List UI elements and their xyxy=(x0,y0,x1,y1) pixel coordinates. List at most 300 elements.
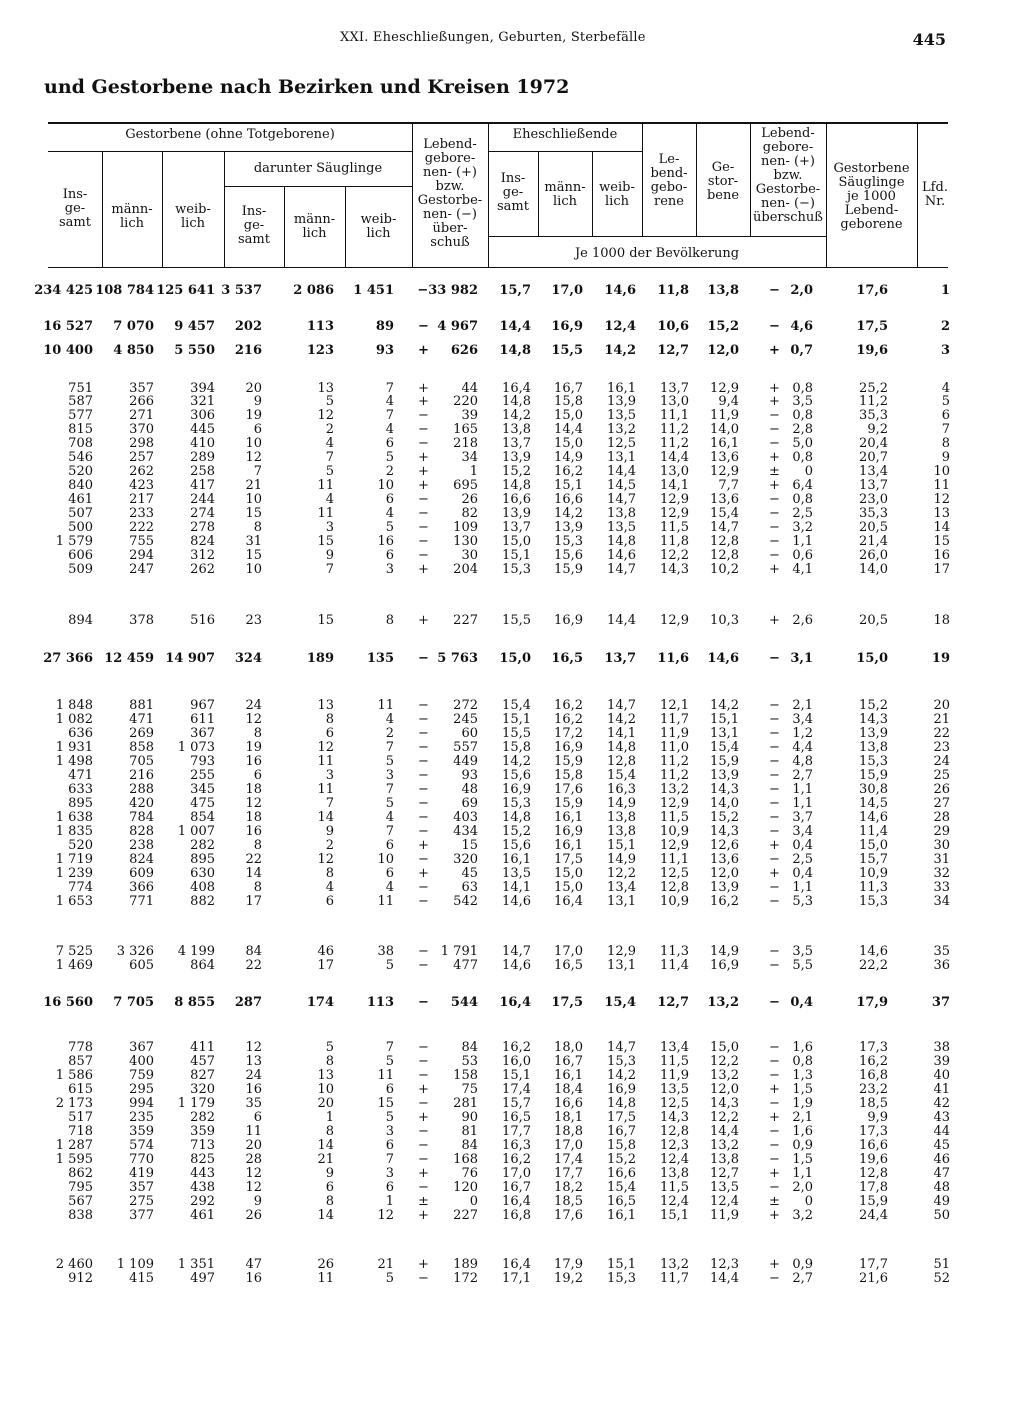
table-cell: 778 xyxy=(68,1040,93,1055)
table-cell: 1 109 xyxy=(116,1257,154,1272)
table-cell: 557 xyxy=(453,740,478,755)
table-cell: 2,7 xyxy=(792,768,813,783)
table-cell: 0,8 xyxy=(792,408,813,423)
sign-cell: + xyxy=(418,1110,429,1125)
table-cell: 14,1 xyxy=(607,726,636,741)
table-cell: 15,1 xyxy=(502,712,531,727)
table-cell: 12,4 xyxy=(604,319,636,334)
table-cell: 6 xyxy=(253,768,262,783)
table-cell: 15,3 xyxy=(607,1054,636,1069)
table-cell: 4 199 xyxy=(177,944,215,959)
table-cell: 2,0 xyxy=(792,1180,813,1195)
row-number-cell: 44 xyxy=(933,1124,950,1139)
table-cell: 16,1 xyxy=(554,1068,583,1083)
table-cell: 13,1 xyxy=(710,726,739,741)
row-number-cell: 25 xyxy=(933,768,950,783)
table-cell: 471 xyxy=(68,768,93,783)
table-cell: 233 xyxy=(129,506,154,521)
table-cell: 15,3 xyxy=(859,754,888,769)
table-cell: 21 xyxy=(245,478,262,493)
table-cell: 1 498 xyxy=(55,754,93,769)
row-number-cell: 12 xyxy=(933,492,950,507)
table-cell: 12,1 xyxy=(660,698,689,713)
table-cell: 16,2 xyxy=(502,1040,531,1055)
table-cell: 5 xyxy=(385,1271,394,1286)
table-cell: 13,2 xyxy=(710,1068,739,1083)
table-cell: 15 xyxy=(245,548,262,563)
table-cell: 20,5 xyxy=(859,520,888,535)
sign-cell: − xyxy=(769,726,780,741)
table-cell: 520 xyxy=(68,464,93,479)
table-cell: 1 848 xyxy=(55,698,93,713)
table-cell: 11,5 xyxy=(660,520,689,535)
table-cell: 16,7 xyxy=(554,1054,583,1069)
table-cell: 5,3 xyxy=(792,894,813,909)
sign-cell: − xyxy=(769,852,780,867)
table-cell: 16 560 xyxy=(43,995,93,1010)
table-cell: 16,4 xyxy=(499,995,531,1010)
table-cell: 17,7 xyxy=(554,1166,583,1181)
table-cell: 14,7 xyxy=(607,1040,636,1055)
table-cell: 16,1 xyxy=(607,1208,636,1223)
table-cell: 84 xyxy=(245,944,262,959)
table-cell: 17,0 xyxy=(551,283,583,298)
sign-cell: − xyxy=(769,1271,780,1286)
sign-cell: + xyxy=(769,562,780,577)
sign-cell: − xyxy=(418,534,429,549)
table-cell: 14,3 xyxy=(660,1110,689,1125)
table-cell: 14,6 xyxy=(859,810,888,825)
row-number-cell: 37 xyxy=(931,995,950,1010)
table-cell: 20,7 xyxy=(859,450,888,465)
table-cell: 1 586 xyxy=(55,1068,93,1083)
table-cell: 269 xyxy=(129,726,154,741)
table-cell: 135 xyxy=(366,651,394,666)
table-cell: 15,2 xyxy=(859,698,888,713)
table-cell: 5 xyxy=(385,450,394,465)
table-cell: 15,0 xyxy=(554,880,583,895)
sign-cell: − xyxy=(418,1040,429,1055)
table-cell: 606 xyxy=(68,548,93,563)
table-cell: 10 400 xyxy=(43,343,93,358)
table-cell: 11,2 xyxy=(660,754,689,769)
table-cell: 11,4 xyxy=(660,958,689,973)
table-cell: 255 xyxy=(190,768,215,783)
table-cell: 324 xyxy=(234,651,262,666)
table-cell: 11,9 xyxy=(660,1068,689,1083)
table-cell: 16,9 xyxy=(551,319,583,334)
sign-cell: − xyxy=(769,1124,780,1139)
table-cell: 14,9 xyxy=(710,944,739,959)
table-cell: 4 xyxy=(385,810,394,825)
table-cell: 20,4 xyxy=(859,436,888,451)
sign-cell: − xyxy=(769,995,780,1010)
table-cell: 16,6 xyxy=(554,492,583,507)
table-cell: 16 527 xyxy=(43,319,93,334)
table-cell: 615 xyxy=(68,1082,93,1097)
table-cell: 113 xyxy=(366,995,394,1010)
table-cell: 0 xyxy=(804,1194,813,1209)
sign-cell: − xyxy=(769,698,780,713)
table-cell: 245 xyxy=(453,712,478,727)
table-cell: 14,4 xyxy=(607,613,636,628)
table-cell: 13,8 xyxy=(710,1152,739,1167)
table-cell: 18,4 xyxy=(554,1082,583,1097)
table-cell: 11,5 xyxy=(660,810,689,825)
header-s-maennlich: männ- lich xyxy=(293,212,336,241)
table-cell: 123 xyxy=(306,343,334,358)
table-cell: 13,8 xyxy=(707,283,739,298)
table-cell: 8 xyxy=(325,866,334,881)
table-cell: 895 xyxy=(190,852,215,867)
table-cell: 257 xyxy=(129,450,154,465)
table-cell: 3,4 xyxy=(792,824,813,839)
table-cell: 15,8 xyxy=(502,740,531,755)
table-cell: 12 xyxy=(245,450,262,465)
table-cell: 475 xyxy=(190,796,215,811)
table-cell: 38 xyxy=(377,944,394,959)
table-cell: 274 xyxy=(190,506,215,521)
table-cell: 12,9 xyxy=(660,613,689,628)
sign-cell: − xyxy=(769,534,780,549)
table-cell: 12,8 xyxy=(660,880,689,895)
table-cell: 26 xyxy=(245,1208,262,1223)
table-cell: 15,1 xyxy=(607,838,636,853)
table-cell: 13,9 xyxy=(859,726,888,741)
table-cell: 5 xyxy=(385,958,394,973)
sign-cell: + xyxy=(418,1166,429,1181)
table-cell: 15,6 xyxy=(502,768,531,783)
table-cell: 7 xyxy=(385,824,394,839)
sign-cell: + xyxy=(769,381,780,396)
table-cell: 882 xyxy=(190,894,215,909)
table-cell: 15,8 xyxy=(607,1138,636,1153)
sign-cell: − xyxy=(769,1180,780,1195)
table-cell: 235 xyxy=(129,1110,154,1125)
row-number-cell: 23 xyxy=(933,740,950,755)
sign-cell: − xyxy=(769,436,780,451)
table-cell: 1,1 xyxy=(792,880,813,895)
table-cell: 15,2 xyxy=(607,1152,636,1167)
table-cell: 16,2 xyxy=(554,464,583,479)
row-number-cell: 14 xyxy=(933,520,950,535)
table-cell: 825 xyxy=(190,1152,215,1167)
table-cell: 11 xyxy=(245,1124,262,1139)
table-cell: 9,9 xyxy=(867,1110,888,1125)
table-cell: 244 xyxy=(190,492,215,507)
sign-cell: − xyxy=(769,740,780,755)
sign-cell: + xyxy=(769,866,780,881)
table-cell: 862 xyxy=(68,1166,93,1181)
sign-cell: − xyxy=(418,520,429,535)
table-cell: 1 469 xyxy=(55,958,93,973)
table-cell: 5 xyxy=(385,520,394,535)
sign-cell: − xyxy=(769,422,780,437)
table-cell: 14,6 xyxy=(502,894,531,909)
table-cell: 282 xyxy=(190,1110,215,1125)
header-e-maennlich: männ- lich xyxy=(544,180,586,209)
sign-cell: − xyxy=(418,1124,429,1139)
table-cell: 3 xyxy=(385,768,394,783)
table-cell: 400 xyxy=(129,1054,154,1069)
table-cell: 217 xyxy=(129,492,154,507)
table-cell: 13,8 xyxy=(502,422,531,437)
table-cell: 15,6 xyxy=(502,838,531,853)
table-cell: 26,0 xyxy=(859,548,888,563)
row-number-cell: 46 xyxy=(933,1152,950,1167)
table-cell: 15,3 xyxy=(859,894,888,909)
table-cell: 4 xyxy=(325,436,334,451)
table-cell: 4 xyxy=(325,492,334,507)
table-cell: 11,9 xyxy=(710,408,739,423)
table-cell: 1,6 xyxy=(792,1040,813,1055)
table-cell: 14,6 xyxy=(707,651,739,666)
sign-cell: − xyxy=(418,754,429,769)
table-cell: 7 xyxy=(385,381,394,396)
table-cell: 45 xyxy=(461,866,478,881)
row-number-cell: 34 xyxy=(933,894,950,909)
table-cell: 6 xyxy=(385,866,394,881)
table-cell: 14 907 xyxy=(165,651,215,666)
table-cell: 12,9 xyxy=(710,464,739,479)
table-cell: 5 xyxy=(325,1040,334,1055)
table-cell: 16,6 xyxy=(502,492,531,507)
sign-cell: − xyxy=(418,726,429,741)
table-cell: 16,7 xyxy=(502,1180,531,1195)
table-cell: 15,1 xyxy=(554,478,583,493)
table-cell: 21 xyxy=(377,1257,394,1272)
table-cell: 509 xyxy=(68,562,93,577)
table-cell: 16,2 xyxy=(554,698,583,713)
table-cell: 320 xyxy=(190,1082,215,1097)
table-cell: 12 xyxy=(245,796,262,811)
table-cell: 15,0 xyxy=(554,866,583,881)
table-cell: 13,9 xyxy=(554,520,583,535)
table-cell: 15,1 xyxy=(502,548,531,563)
table-cell: 11 xyxy=(377,1068,394,1083)
table-cell: 11,8 xyxy=(660,534,689,549)
row-number-cell: 50 xyxy=(933,1208,950,1223)
table-cell: 854 xyxy=(190,810,215,825)
table-cell: 27 366 xyxy=(43,651,93,666)
table-cell: 11,5 xyxy=(660,1054,689,1069)
row-number-cell: 49 xyxy=(933,1194,950,1209)
sign-cell: + xyxy=(769,478,780,493)
sign-cell: − xyxy=(769,548,780,563)
table-cell: 14,8 xyxy=(502,810,531,825)
table-cell: 113 xyxy=(306,319,334,334)
sign-cell: − xyxy=(418,944,429,959)
table-cell: 13 xyxy=(245,1054,262,1069)
table-cell: 11 xyxy=(317,782,334,797)
row-number-cell: 48 xyxy=(933,1180,950,1195)
table-cell: 16 xyxy=(377,534,394,549)
table-cell: 11,3 xyxy=(859,880,888,895)
table-cell: 125 641 xyxy=(156,283,215,298)
table-cell: 12,2 xyxy=(710,1054,739,1069)
table-cell: 0,4 xyxy=(792,838,813,853)
table-cell: 13,4 xyxy=(607,880,636,895)
row-number-cell: 35 xyxy=(933,944,950,959)
table-cell: 16,5 xyxy=(607,1194,636,1209)
table-cell: 8 xyxy=(253,880,262,895)
table-cell: 824 xyxy=(129,852,154,867)
header-insgesamt: Ins- ge- samt xyxy=(59,187,91,230)
table-cell: 218 xyxy=(453,436,478,451)
row-number-cell: 43 xyxy=(933,1110,950,1125)
table-cell: 9 457 xyxy=(174,319,215,334)
table-cell: 774 xyxy=(68,880,93,895)
table-cell: 15 xyxy=(461,838,478,853)
table-cell: 1 082 xyxy=(55,712,93,727)
table-cell: 13,6 xyxy=(710,852,739,867)
row-number-cell: 19 xyxy=(931,651,950,666)
table-cell: 13,5 xyxy=(502,866,531,881)
table-cell: 15,0 xyxy=(502,534,531,549)
table-cell: 8 xyxy=(253,726,262,741)
sign-cell: − xyxy=(769,1152,780,1167)
table-cell: 718 xyxy=(68,1124,93,1139)
table-cell: 15,9 xyxy=(554,754,583,769)
table-cell: 14,0 xyxy=(859,562,888,577)
row-number-cell: 1 xyxy=(940,283,950,298)
table-cell: 1,9 xyxy=(792,1096,813,1111)
table-cell: 1,1 xyxy=(792,796,813,811)
table-cell: 408 xyxy=(190,880,215,895)
table-cell: 262 xyxy=(129,464,154,479)
table-cell: 158 xyxy=(453,1068,478,1083)
table-cell: 8 xyxy=(325,1054,334,1069)
table-cell: 69 xyxy=(461,796,478,811)
table-cell: 14,4 xyxy=(710,1124,739,1139)
table-cell: 12,4 xyxy=(710,1194,739,1209)
table-cell: 12,0 xyxy=(710,866,739,881)
sign-cell: + xyxy=(418,478,429,493)
table-cell: 500 xyxy=(68,520,93,535)
sign-cell: − xyxy=(418,880,429,895)
table-cell: 6 xyxy=(385,838,394,853)
table-cell: 14,3 xyxy=(859,712,888,727)
table-cell: 12 xyxy=(245,712,262,727)
table-cell: 16,2 xyxy=(502,1152,531,1167)
table-cell: 784 xyxy=(129,810,154,825)
sign-cell: + xyxy=(418,1208,429,1223)
table-cell: 13,7 xyxy=(859,478,888,493)
table-cell: 14,3 xyxy=(710,782,739,797)
table-cell: 14,0 xyxy=(710,796,739,811)
table-cell: 3 326 xyxy=(116,944,154,959)
table-cell: 20 xyxy=(245,381,262,396)
row-number-cell: 8 xyxy=(941,436,950,451)
table-cell: 377 xyxy=(129,1208,154,1223)
table-cell: 9 xyxy=(253,394,262,409)
table-cell: 759 xyxy=(129,1068,154,1083)
row-number-cell: 24 xyxy=(933,754,950,769)
table-cell: 23,0 xyxy=(859,492,888,507)
table-cell: 14,8 xyxy=(607,534,636,549)
table-cell: 16,2 xyxy=(859,1054,888,1069)
table-cell: 15 xyxy=(245,506,262,521)
table-cell: 15,7 xyxy=(502,1096,531,1111)
table-cell: 287 xyxy=(234,995,262,1010)
table-cell: 14,7 xyxy=(607,492,636,507)
table-cell: 10 xyxy=(377,478,394,493)
row-number-cell: 4 xyxy=(941,381,950,396)
table-cell: 13,4 xyxy=(859,464,888,479)
row-number-cell: 16 xyxy=(933,548,950,563)
table-cell: 204 xyxy=(453,562,478,577)
table-cell: 2,6 xyxy=(792,613,813,628)
table-cell: 216 xyxy=(234,343,262,358)
table-cell: 109 xyxy=(453,520,478,535)
table-cell: 16,4 xyxy=(502,1194,531,1209)
sign-cell: + xyxy=(769,450,780,465)
table-cell: 770 xyxy=(129,1152,154,1167)
sign-cell: + xyxy=(769,838,780,853)
row-number-cell: 45 xyxy=(933,1138,950,1153)
table-cell: 321 xyxy=(190,394,215,409)
table-cell: 13 xyxy=(317,698,334,713)
table-cell: 12,9 xyxy=(710,381,739,396)
row-number-cell: 13 xyxy=(933,506,950,521)
table-cell: 14,3 xyxy=(710,1096,739,1111)
table-cell: 272 xyxy=(453,698,478,713)
table-cell: 14,1 xyxy=(502,880,531,895)
row-number-cell: 21 xyxy=(933,712,950,727)
table-cell: 4 xyxy=(385,422,394,437)
table-cell: 370 xyxy=(129,422,154,437)
table-cell: 17,5 xyxy=(554,852,583,867)
table-cell: 11,8 xyxy=(657,283,689,298)
table-cell: 0,9 xyxy=(792,1138,813,1153)
table-cell: 63 xyxy=(461,880,478,895)
table-cell: 11,3 xyxy=(660,944,689,959)
table-cell: 1 007 xyxy=(177,824,215,839)
table-cell: 10,9 xyxy=(660,824,689,839)
sign-cell: + xyxy=(418,394,429,409)
table-cell: 16 xyxy=(245,754,262,769)
sign-cell: − xyxy=(418,436,429,451)
table-cell: 894 xyxy=(68,613,93,628)
table-cell: 14,4 xyxy=(499,319,531,334)
header-lebendgeborene: Le- bend- gebo- rene xyxy=(650,152,688,209)
table-cell: 7 xyxy=(325,450,334,465)
sign-cell: − xyxy=(769,319,780,334)
sign-cell: − xyxy=(418,1054,429,1069)
table-cell: 2,0 xyxy=(790,283,813,298)
table-cell: 24 xyxy=(245,1068,262,1083)
table-cell: 516 xyxy=(190,613,215,628)
sign-cell: − xyxy=(769,894,780,909)
table-cell: 306 xyxy=(190,408,215,423)
sign-cell: + xyxy=(418,562,429,577)
table-cell: 16,6 xyxy=(554,1096,583,1111)
table-cell: 713 xyxy=(190,1138,215,1153)
table-cell: 82 xyxy=(461,506,478,521)
sign-cell: − xyxy=(769,520,780,535)
table-cell: 19 xyxy=(245,740,262,755)
table-cell: 13,5 xyxy=(607,520,636,535)
table-cell: 11,5 xyxy=(660,1180,689,1195)
table-cell: 16 xyxy=(245,1082,262,1097)
table-cell: 2,5 xyxy=(792,852,813,867)
table-cell: 16,0 xyxy=(502,1054,531,1069)
table-cell: 1,3 xyxy=(792,1068,813,1083)
table-cell: 5,5 xyxy=(792,958,813,973)
table-cell: 1 xyxy=(469,464,478,479)
sign-cell: + xyxy=(418,866,429,881)
row-number-cell: 26 xyxy=(933,782,950,797)
